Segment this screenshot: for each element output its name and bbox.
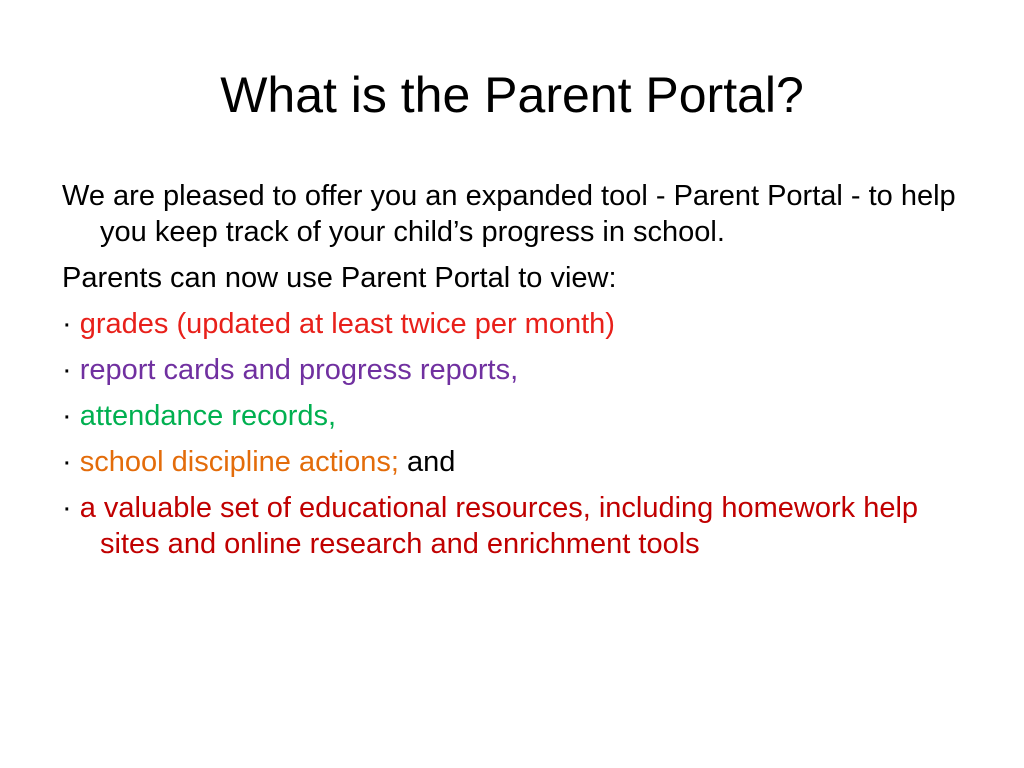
bullet-text: grades (updated at least twice per month) [79, 308, 615, 340]
bullet-text: school discipline actions; [79, 446, 399, 478]
lead-in-paragraph: Parents can now use Parent Portal to view: [62, 262, 617, 294]
slide-body [62, 178, 962, 572]
bullet-marker: · [62, 308, 72, 340]
bullet-marker: · [62, 400, 72, 432]
bullet-item-grades [62, 306, 962, 342]
bullet-text: report cards and progress reports, [79, 354, 519, 386]
bullet-suffix: and [406, 446, 456, 478]
bullet-item-discipline [62, 444, 962, 480]
bullet-item-resources [62, 490, 962, 562]
bullet-marker: · [62, 446, 72, 478]
bullet-item-attendance [62, 398, 962, 434]
bullet-text: a valuable set of educational resources, including homework help sites and online research and enrichment tools [79, 492, 919, 560]
bullet-marker: · [62, 492, 72, 524]
bullet-item-report-cards [62, 352, 962, 388]
intro-paragraph: We are pleased to offer you an expanded tool - Parent Portal - to help you keep track of your child’s progress in school. [62, 180, 956, 248]
bullet-text: attendance records, [79, 400, 337, 432]
bullet-marker: · [62, 354, 72, 386]
slide-title: What is the Parent Portal? [220, 67, 804, 123]
